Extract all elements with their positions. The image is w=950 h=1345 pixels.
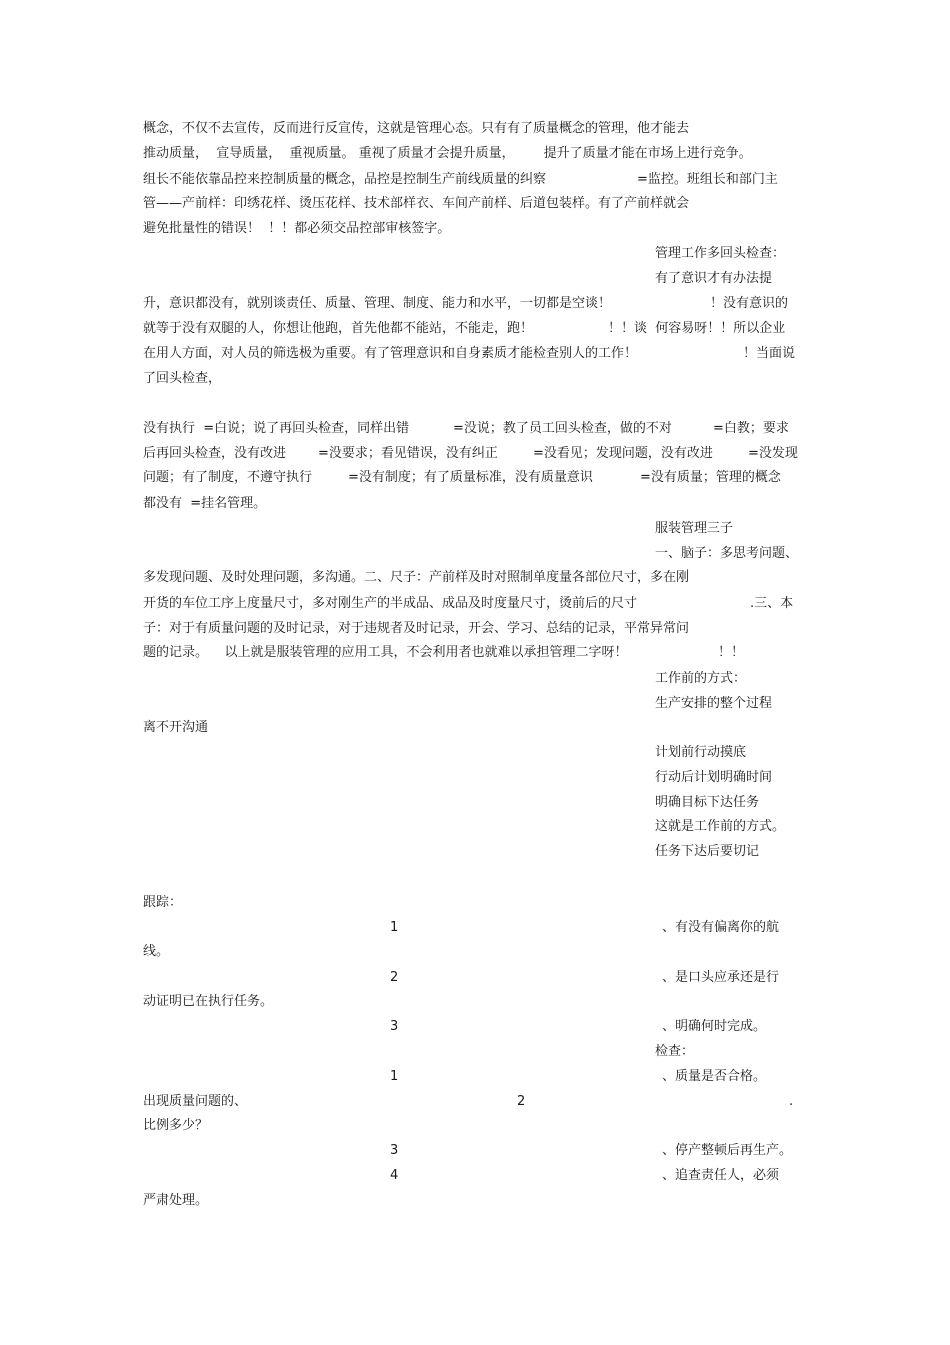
- text-line: =没发现: [748, 446, 798, 461]
- text-line: =没看见；发现问题，没有改进: [533, 446, 713, 461]
- text-line: 严肃处理。: [143, 1193, 209, 1208]
- text-line: ！没有意识的: [710, 296, 789, 311]
- text-line: 后再回头检查，没有改进: [143, 446, 287, 461]
- text-line: 有了意识才有办法提: [655, 271, 773, 286]
- list-number: 1: [390, 1069, 399, 1084]
- text-line: =白教；要求: [713, 421, 789, 436]
- text-line: 了回头检查，: [143, 371, 222, 386]
- text-line: 组长不能依靠品控来控制质量的概念，品控是控制生产前线质量的纠察: [143, 172, 547, 187]
- text-line: 、是口头应承还是行: [662, 970, 780, 985]
- text-line: ！！: [718, 645, 745, 660]
- text-line: 线。: [143, 944, 170, 959]
- text-line: 行动后计划明确时间: [655, 770, 773, 785]
- list-number: 1: [390, 920, 399, 935]
- text-line: =没有质量；管理的概念: [640, 470, 781, 485]
- list-number: 3: [390, 1143, 399, 1158]
- text-line: 、停产整顿后再生产。: [662, 1143, 793, 1158]
- text-line: 计划前行动摸底: [655, 745, 747, 760]
- text-line: =没要求；看见错误，没有纠正: [318, 446, 498, 461]
- text-line: 任务下达后要切记: [655, 844, 760, 859]
- text-line: 题的记录。 以上就是服装管理的应用工具，不会利用者也就难以承担管理二字呀！: [143, 645, 628, 660]
- text-line: 离不开沟通: [143, 720, 209, 735]
- text-line: 管——产前样：印绣花样、烫压花样、技术部样衣、车间产前样、后道包装样。有了产前样就会: [143, 196, 690, 211]
- text-line: 、有没有偏离你的航: [662, 920, 780, 935]
- text-line: =没有制度；有了质量标准，没有质量意识: [348, 470, 593, 485]
- text-line: 就等于没有双腿的人，你想让他跑，首先他都不能站，不能走，跑！: [143, 321, 534, 336]
- text-line: .: [789, 1094, 794, 1109]
- list-number: 4: [390, 1168, 399, 1183]
- text-line: 、追查责任人，必须: [662, 1168, 780, 1183]
- list-number: 2: [517, 1094, 526, 1109]
- text-line: 问题；有了制度，不遵守执行: [143, 470, 313, 485]
- text-line: 跟踪：: [143, 895, 183, 910]
- text-line: 、质量是否合格。: [662, 1069, 767, 1084]
- text-line: 一、脑子：多思考问题、: [655, 546, 799, 561]
- text-line: 动证明已在执行任务。: [143, 994, 274, 1009]
- text-line: 生产安排的整个过程: [655, 696, 773, 711]
- text-line: 、明确何时完成。: [662, 1019, 767, 1034]
- text-line: .三、本: [750, 596, 794, 611]
- text-line: 检查：: [655, 1044, 695, 1059]
- text-line: =没说；教了员工回头检查，做的不对: [453, 421, 672, 436]
- text-line: 这就是工作前的方式。: [655, 819, 786, 834]
- text-line: 避免批量性的错误！ ！！都必须交品控部审核签字。: [143, 221, 451, 236]
- text-line: 在用人方面，对人员的筛选极为重要。有了管理意识和自身素质才能检查别人的工作！: [143, 346, 638, 361]
- text-line: 工作前的方式：: [655, 671, 747, 686]
- text-line: 管理工作多回头检查：: [655, 246, 786, 261]
- text-line: 概念，不仅不去宣传，反而进行反宣传，这就是管理心态。只有有了质量概念的管理，他才能去: [143, 121, 690, 136]
- text-line: ！当面说: [743, 346, 796, 361]
- text-line: 明确目标下达任务: [655, 795, 760, 810]
- text-line: 开货的车位工序上度量尺寸，多对刚生产的半成品、成品及时度量尺寸，烫前后的尺寸: [143, 596, 638, 611]
- text-line: =监控。班组长和部门主: [637, 172, 778, 187]
- text-line: 出现质量问题的、: [143, 1094, 248, 1109]
- text-line: 推动质量， 宣导质量， 重视质量。 重视了质量才会提升质量， 提升了质量才能在市场上进行竞争。: [143, 146, 752, 161]
- text-line: 升，意识都没有，就别谈责任、质量、管理、制度、能力和水平，一切都是空谈！: [143, 296, 612, 311]
- text-line: 子：对于有质量问题的及时记录，对于违规者及时记录，开会、学习、总结的记录，平常异常问: [143, 621, 690, 636]
- text-line: 多发现问题、及时处理问题，多沟通。二、尺子：产前样及时对照制单度量各部位尺寸，多在刚: [143, 570, 690, 585]
- text-line: 比例多少？: [143, 1118, 209, 1133]
- text-line: ！！谈 何容易呀！！所以企业: [608, 321, 786, 336]
- list-number: 3: [390, 1019, 399, 1034]
- text-line: 都没有 =挂名管理。: [143, 496, 267, 511]
- text-line: 服装管理三子: [655, 521, 734, 536]
- list-number: 2: [390, 970, 399, 985]
- text-line: 没有执行 =白说；说了再回头检查，同样出错: [143, 421, 410, 436]
